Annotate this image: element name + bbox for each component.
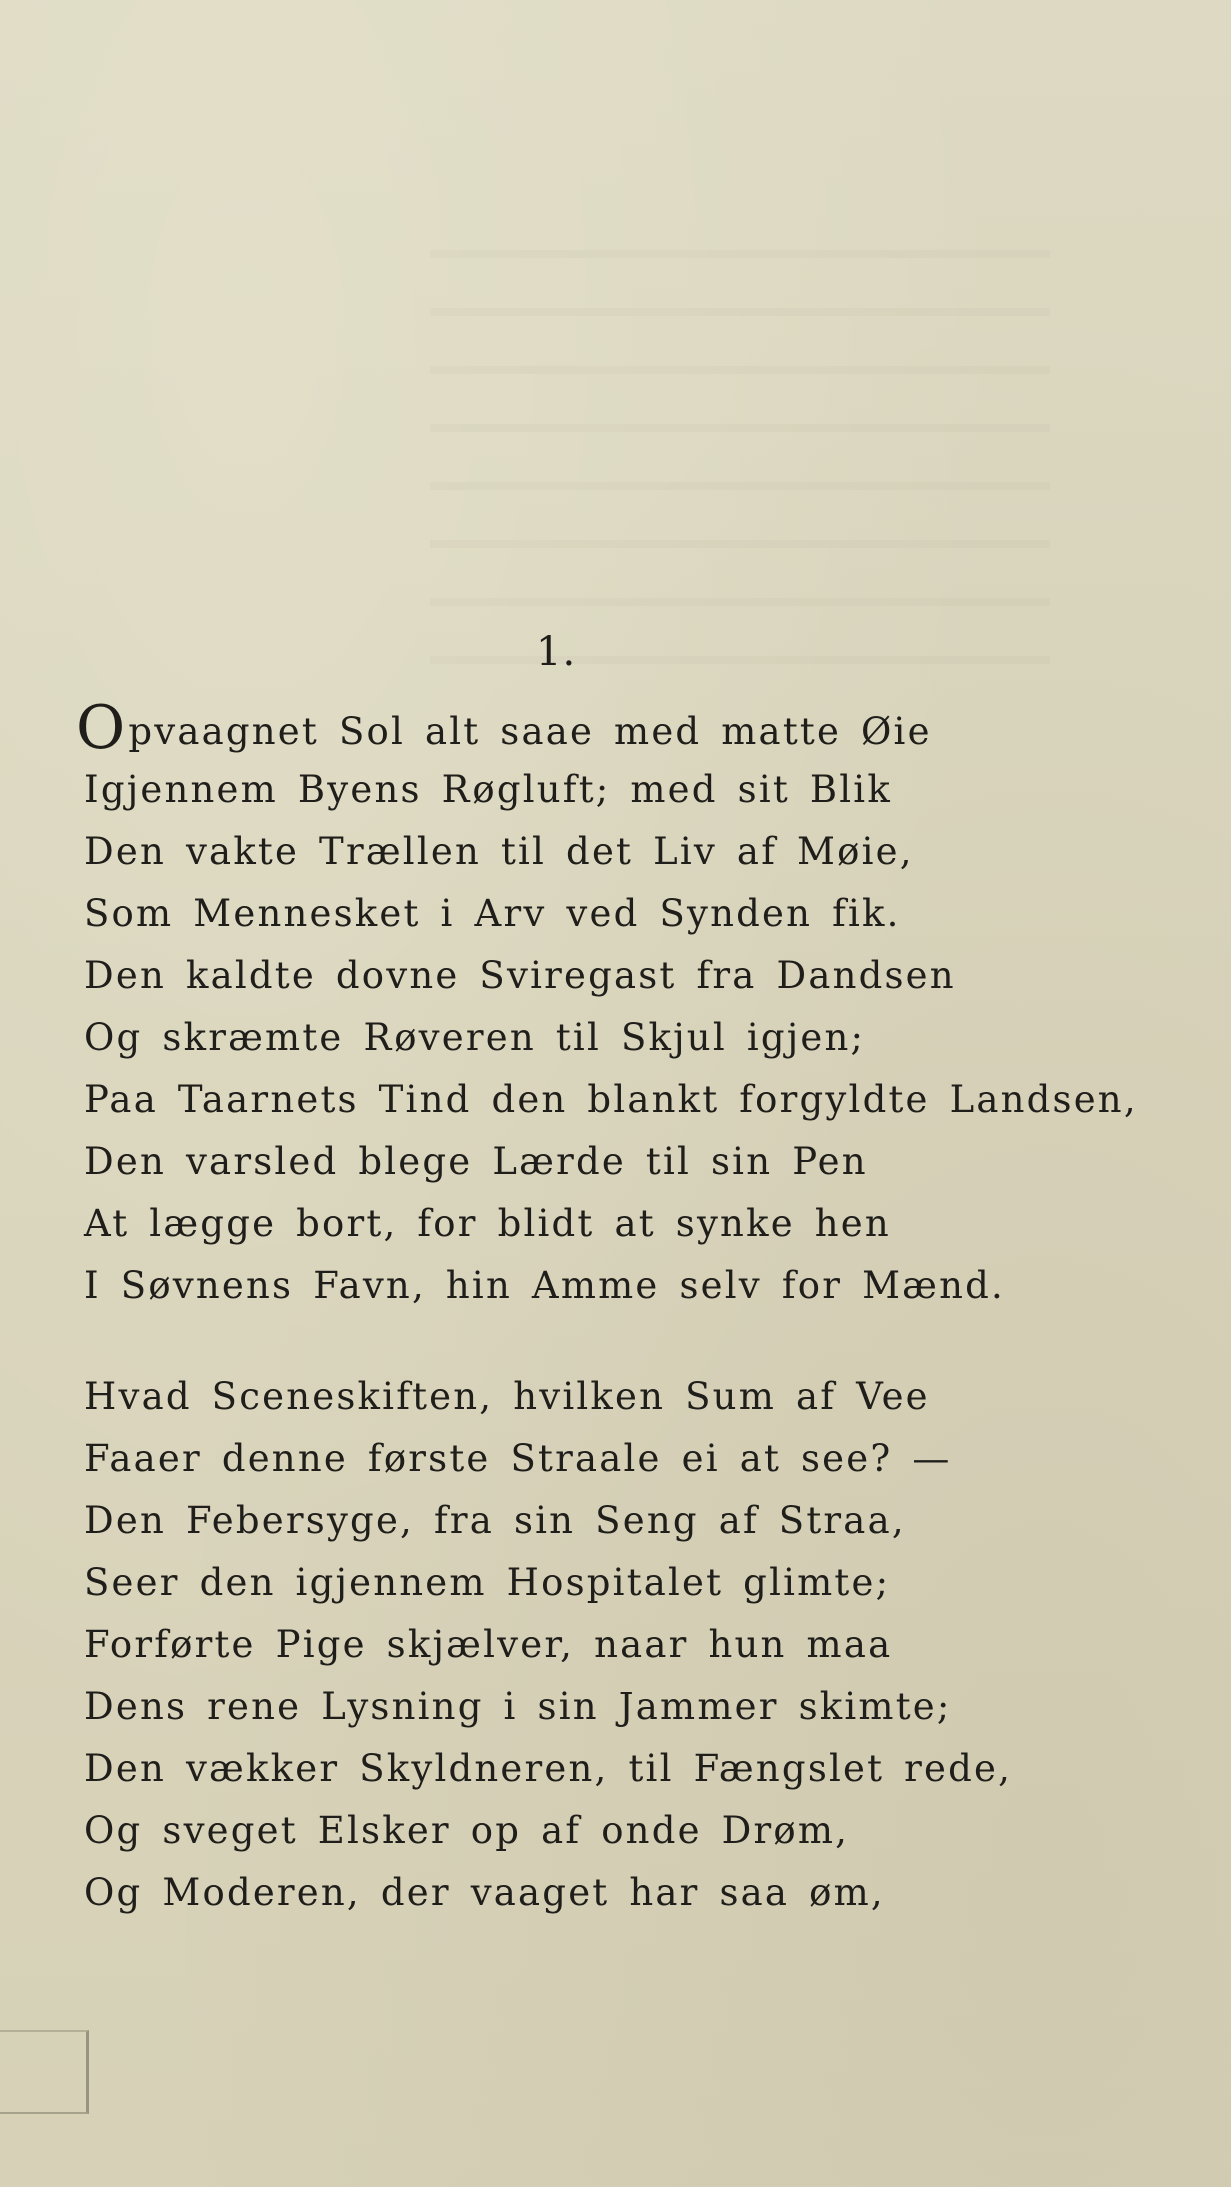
poem-line: Hvad Sceneskiften, hvilken Sum af Vee <box>84 1375 930 1418</box>
poem-line: Den vakte Trællen til det Liv af Møie, <box>84 830 914 873</box>
poem-line: Dens rene Lysning i sin Jammer skimte; <box>84 1685 952 1728</box>
poem-line: Forførte Pige skjælver, naar hun maa <box>84 1623 893 1666</box>
drop-cap: O <box>76 693 128 763</box>
show-through-texture <box>430 250 1050 670</box>
poem-line: Den kaldte dovne Sviregast fra Dandsen <box>84 954 956 997</box>
poem-line: Den vækker Skyldneren, til Fængslet rede, <box>84 1747 1013 1790</box>
poem-line: I Søvnens Favn, hin Amme selv for Mænd. <box>84 1264 1006 1307</box>
poem-number: 1. <box>536 629 577 675</box>
poem-line: Seer den igjennem Hospitalet glimte; <box>84 1561 891 1604</box>
poem-line: Paa Taarnets Tind den blankt forgyldte Landsen, <box>84 1078 1138 1121</box>
poem-line: Faaer denne første Straale ei at see? — <box>84 1437 952 1480</box>
poem-line: Og Moderen, der vaaget har saa øm, <box>84 1871 885 1914</box>
poem-line: Igjennem Byens Røgluft; med sit Blik <box>84 768 892 811</box>
poem-line: Den Febersyge, fra sin Seng af Straa, <box>84 1499 906 1542</box>
poem-line: Den varsled blege Lærde til sin Pen <box>84 1140 868 1183</box>
poem-line: Som Mennesket i Arv ved Synden fik. <box>84 892 901 935</box>
page-edge-bracket <box>0 2030 89 2114</box>
poem-line: Og sveget Elsker op af onde Drøm, <box>84 1809 850 1852</box>
line-1-text: pvaagnet Sol alt saae med matte Øie <box>128 710 932 753</box>
poem-line: Og skræmte Røveren til Skjul igjen; <box>84 1016 866 1059</box>
poem-line <box>76 693 932 763</box>
poem-line: At lægge bort, for blidt at synke hen <box>84 1202 891 1245</box>
